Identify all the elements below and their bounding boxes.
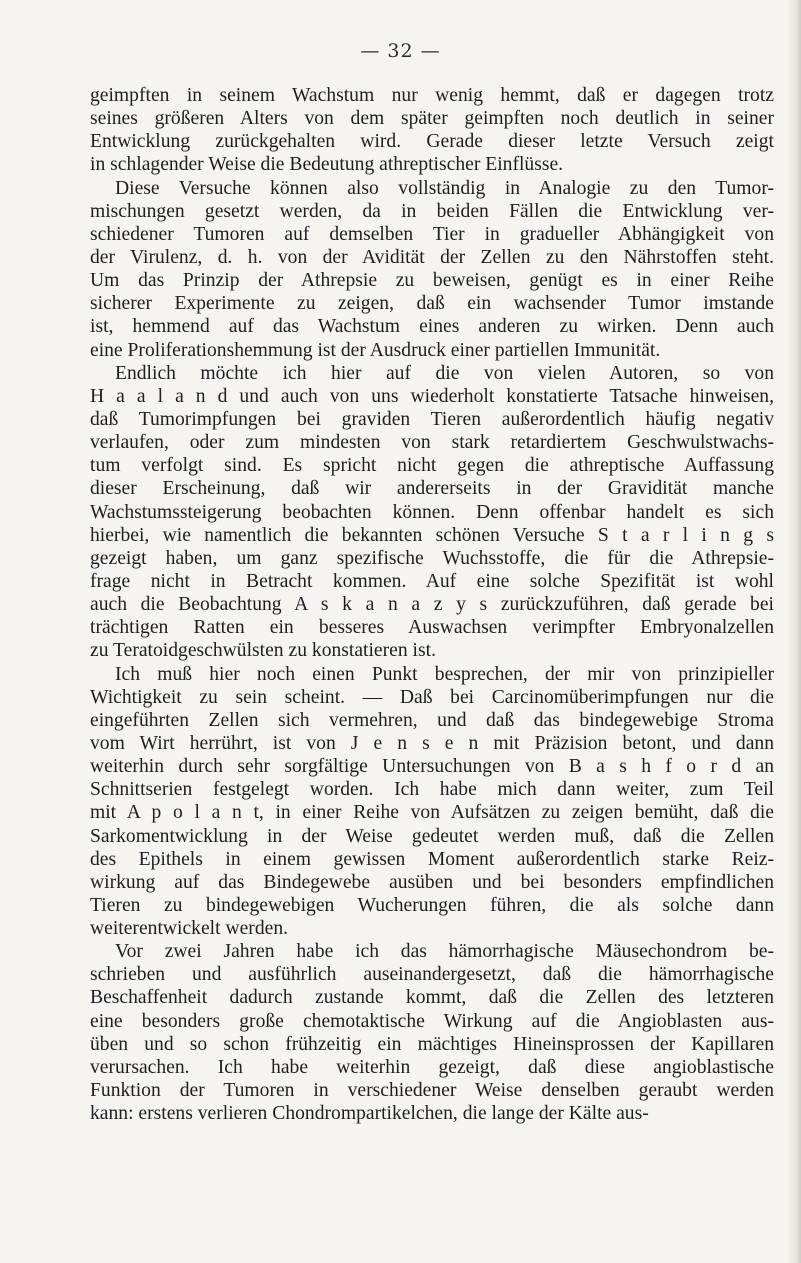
- text-line: kann: erstens verlieren Chondrompartikelchen, die lange der Kälte aus-: [90, 1103, 649, 1125]
- text-line: Entwicklung zurückgehalten wird. Gerade dieser letzte Versuch zeigt: [90, 131, 774, 153]
- text-line: Diese Versuche können also vollständig in Analogie zu den Tumor-: [115, 177, 774, 199]
- text-line: Wachstumssteigerung beobachten können. Denn offenbar handelt es sich: [90, 501, 774, 523]
- text-line: eine Proliferationshemmung ist der Ausdruck einer partiellen Immunität.: [90, 339, 661, 361]
- text-line: schiedener Tumoren auf demselben Tier in gradueller Abhängigkeit von: [90, 223, 774, 245]
- text-line: Ich muß hier noch einen Punkt besprechen, der mir von prinzipieller: [115, 663, 774, 685]
- text-line: daß Tumorimpfungen bei graviden Tieren außerordentlich häufig negativ: [90, 408, 774, 430]
- text-line: mischungen gesetzt werden, da in beiden Fällen die Entwicklung ver-: [90, 200, 774, 222]
- text-line: weiterhin durch sehr sorgfältige Untersuchungen von B a s h f o r d an: [90, 756, 774, 778]
- text-line: in schlagender Weise die Bedeutung athreptischer Einflüsse.: [90, 154, 564, 176]
- text-line: Beschaffenheit dadurch zustande kommt, daß die Zellen des letzteren: [90, 987, 774, 1009]
- text-line: hierbei, wie namentlich die bekannten schönen Versuche S t a r l i n g s: [90, 524, 774, 546]
- paragraph: [90, 177, 774, 362]
- text-line: gezeigt haben, um ganz spezifische Wuchsstoffe, die für die Athrepsie-: [90, 547, 774, 569]
- paragraph: [90, 84, 774, 177]
- paragraph: [90, 362, 774, 663]
- text-line: Sarkomentwicklung in der Weise gedeutet werden muß, daß die Zellen: [90, 825, 774, 847]
- text-line: wirkung auf das Bindegewebe ausüben und bei besonders empfindlichen: [90, 871, 774, 893]
- paragraph: [90, 663, 774, 941]
- text-line: auch die Beobachtung A s k a n a z y s zurückzuführen, daß gerade bei: [90, 594, 774, 616]
- text-line: Tieren zu bindegewebigen Wucherungen führen, die als solche dann: [90, 894, 774, 916]
- text-line: Um das Prinzip der Athrepsie zu beweisen, genügt es in einer Reihe: [90, 270, 774, 292]
- body-text: [90, 84, 774, 1125]
- text-line: eingeführten Zellen sich vermehren, und daß das bindegewebige Stroma: [90, 709, 774, 731]
- paragraph: [90, 940, 774, 1125]
- text-line: seines größeren Alters von dem später geimpften noch deutlich in seiner: [90, 108, 774, 130]
- text-line: sicherer Experimente zu zeigen, daß ein wachsender Tumor imstande: [90, 293, 774, 315]
- text-line: trächtigen Ratten ein besseres Auswachsen verimpfter Embryonalzellen: [90, 617, 774, 639]
- page-edge-shadow: [787, 0, 801, 1263]
- text-line: Schnittserien festgelegt worden. Ich habe mich dann weiter, zum Teil: [90, 779, 774, 801]
- text-line: Vor zwei Jahren habe ich das hämorrhagische Mäusechondrom be-: [115, 941, 774, 963]
- text-line: vom Wirt herrührt, ist von J e n s e n mit Präzision betont, und dann: [90, 732, 774, 754]
- text-line: schrieben und ausführlich auseinandergesetzt, daß die hämorrhagische: [90, 964, 774, 986]
- text-line: verursachen. Ich habe weiterhin gezeigt, daß diese angioblastische: [90, 1056, 774, 1078]
- page-number: — 32 —: [360, 40, 441, 62]
- text-line: dieser Erscheinung, daß wir andererseits in der Gravidität manche: [90, 478, 774, 500]
- text-line: Wichtigkeit zu sein scheint. — Daß bei Carcinomüberimpfungen nur die: [90, 686, 774, 708]
- text-line: Endlich möchte ich hier auf die von vielen Autoren, so von: [115, 362, 774, 384]
- text-line: mit A p o l a n t, in einer Reihe von Aufsätzen zu zeigen bemüht, daß die: [90, 802, 774, 824]
- text-line: tum verfolgt sind. Es spricht nicht gegen die athreptische Auffassung: [90, 455, 774, 477]
- text-line: zu Teratoidgeschwülsten zu konstatieren ist.: [90, 640, 436, 662]
- text-line: des Epithels in einem gewissen Moment außerordentlich starke Reiz-: [90, 848, 774, 870]
- text-line: der Virulenz, d. h. von der Avidität der Zellen zu den Nährstoffen steht.: [90, 246, 774, 268]
- text-line: geimpften in seinem Wachstum nur wenig hemmt, daß er dagegen trotz: [90, 85, 774, 106]
- text-line: verlaufen, oder zum mindesten von stark retardiertem Geschwulstwachs-: [90, 432, 774, 454]
- text-line: weiterentwickelt werden.: [90, 918, 289, 940]
- text-line: eine besonders große chemotaktische Wirkung auf die Angioblasten aus-: [90, 1010, 774, 1032]
- text-line: Funktion der Tumoren in verschiedener Weise denselben geraubt werden: [90, 1080, 774, 1102]
- text-line: frage nicht in Betracht kommen. Auf eine solche Spezifität ist wohl: [90, 570, 774, 592]
- text-line: ist, hemmend auf das Wachstum eines anderen zu wirken. Denn auch: [90, 316, 774, 338]
- text-line: H a a l a n d und auch von uns wiederholt konstatierte Tatsache hinweisen,: [90, 385, 774, 407]
- text-line: üben und so schon frühzeitig ein mächtiges Hineinsprossen der Kapillaren: [90, 1033, 774, 1055]
